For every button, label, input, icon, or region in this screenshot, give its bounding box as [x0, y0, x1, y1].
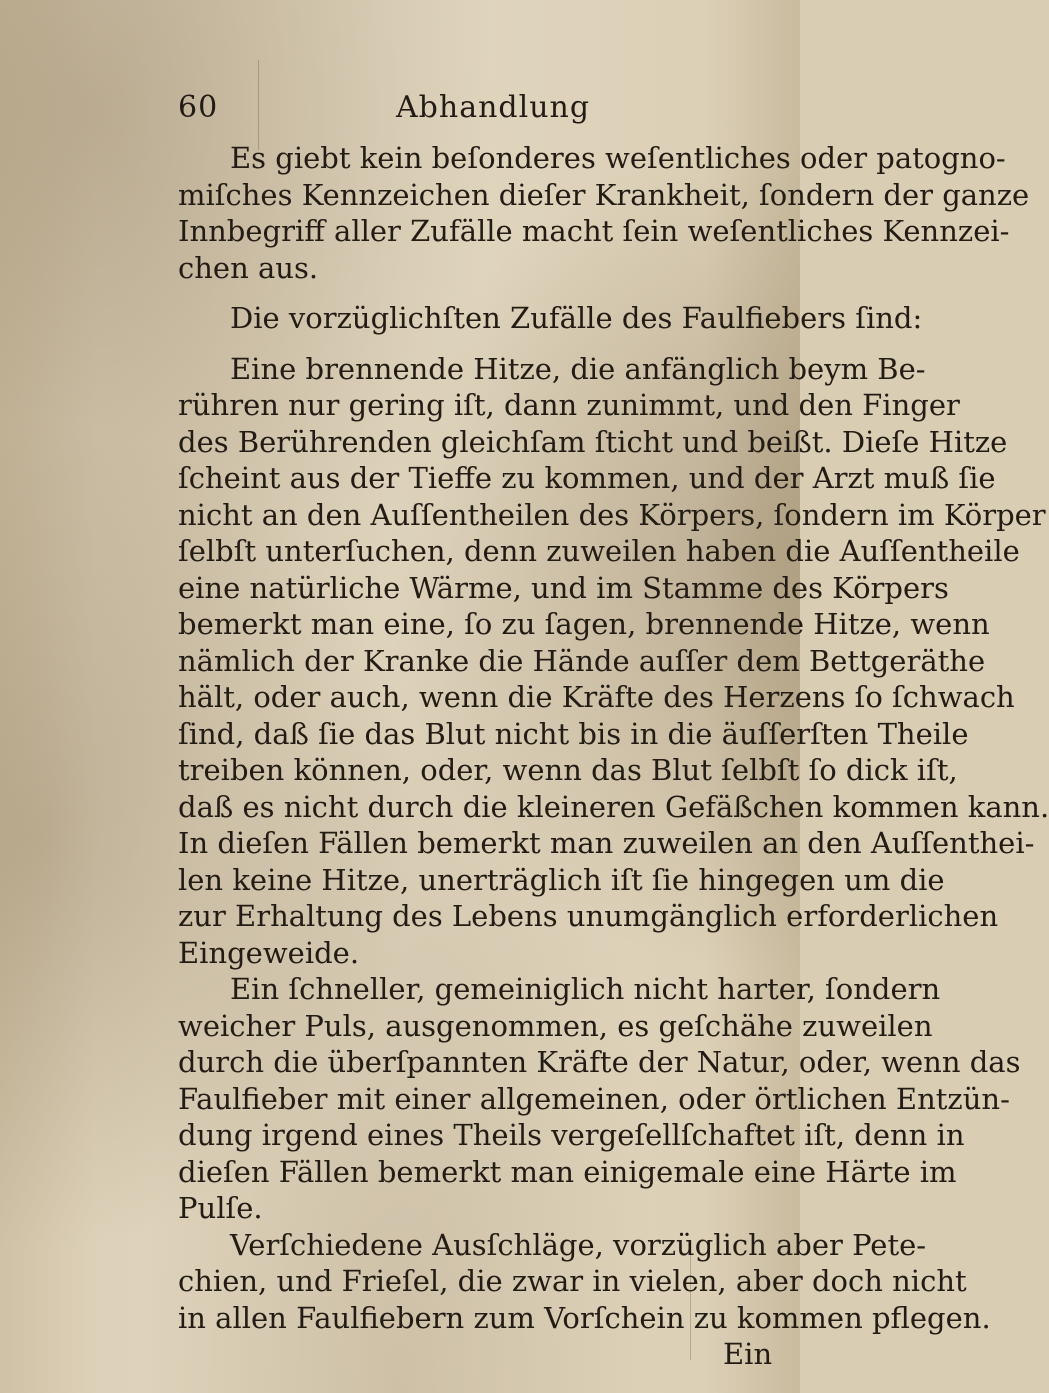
text-line: ſind, daß ſie das Blut nicht bis in die äuſſerſten Theile	[178, 716, 969, 751]
text-line: Innbegriff aller Zufälle macht ſein weſentliches Kennzei-	[178, 214, 1010, 248]
page-number: 60	[178, 90, 219, 125]
page-header	[178, 88, 738, 128]
text-line: len keine Hitze, unerträglich iſt ſie hingegen um die	[178, 862, 945, 897]
text-line: nämlich der Kranke die Hände auſſer dem Bettgeräthe	[178, 643, 986, 678]
text-line: chien, und Frieſel, die zwar in vielen, aber doch nicht	[178, 1264, 967, 1298]
text-line: eine natürliche Wärme, und im Stamme des Körpers	[178, 570, 949, 605]
text-line: Eingeweide.	[178, 935, 360, 970]
text-line: In dieſen Fällen bemerkt man zuweilen an den Auſſenthei-	[178, 826, 1035, 860]
text-line: hält, oder auch, wenn die Kräfte des Herzens ſo ſchwach	[178, 680, 1015, 714]
paragraph	[178, 971, 1021, 1227]
text-line: nicht an den Auſſentheilen des Körpers, ſondern im Körper	[178, 497, 1046, 532]
catchword: Ein	[723, 1337, 773, 1371]
text-line: dieſen Fällen bemerkt man einigemale eine Härte im	[178, 1154, 957, 1189]
text-line: rühren nur gering iſt, dann zunimmt, und den Finger	[178, 388, 960, 422]
text-line: weicher Puls, ausgenommen, es geſchähe zuweilen	[178, 1008, 933, 1043]
text-line: miſches Kennzeichen dieſer Krankheit, ſondern der ganze	[178, 177, 1030, 212]
text-line: Es giebt kein beſonderes weſentliches oder patogno-	[230, 141, 1006, 175]
text-line: Verſchiedene Ausſchläge, vorzüglich aber Pete-	[230, 1227, 927, 1262]
text-line: Eine brennende Hitze, die anfänglich beym Be-	[230, 351, 926, 386]
text-line: Die vorzüglichſten Zufälle des Faulfiebers ſind:	[230, 301, 923, 335]
text-line: durch die überſpannten Kräfte der Natur, oder, wenn das	[178, 1045, 1021, 1079]
text-line: ſcheint aus der Tieffe zu kommen, und der Arzt muß ſie	[178, 461, 996, 495]
running-head: Abhandlung	[396, 90, 591, 125]
text-line: dung irgend eines Theils vergeſellſchaftet iſt, denn in	[178, 1118, 965, 1152]
text-line: Pulſe.	[178, 1191, 263, 1225]
text-line: ſelbſt unterſuchen, denn zuweilen haben die Auſſentheile	[178, 534, 1020, 568]
text-line: des Berührenden gleichſam ſticht und beißt. Dieſe Hitze	[178, 424, 1008, 459]
text-line: chen aus.	[178, 250, 319, 285]
text-line: Ein ſchneller, gemeiniglich nicht harter, ſondern	[230, 972, 941, 1006]
text-line: in allen Faulfiebern zum Vorſchein zu kommen pflegen.	[178, 1300, 991, 1335]
text-line: treiben können, oder, wenn das Blut ſelbſt ſo dick iſt,	[178, 753, 958, 787]
text-line: daß es nicht durch die kleineren Gefäßchen kommen kann.	[178, 789, 1049, 824]
body-text	[178, 140, 1049, 1373]
paragraph	[178, 300, 923, 337]
text-line: bemerkt man eine, ſo zu ſagen, brennende Hitze, wenn	[178, 607, 990, 641]
paragraph	[178, 351, 1049, 972]
text-line: zur Erhaltung des Lebens unumgänglich erforderlichen	[178, 899, 999, 933]
paragraph	[178, 1227, 991, 1337]
text-line: Faulfieber mit einer allgemeinen, oder örtlichen Entzün-	[178, 1081, 1010, 1116]
paragraph	[178, 140, 1030, 286]
